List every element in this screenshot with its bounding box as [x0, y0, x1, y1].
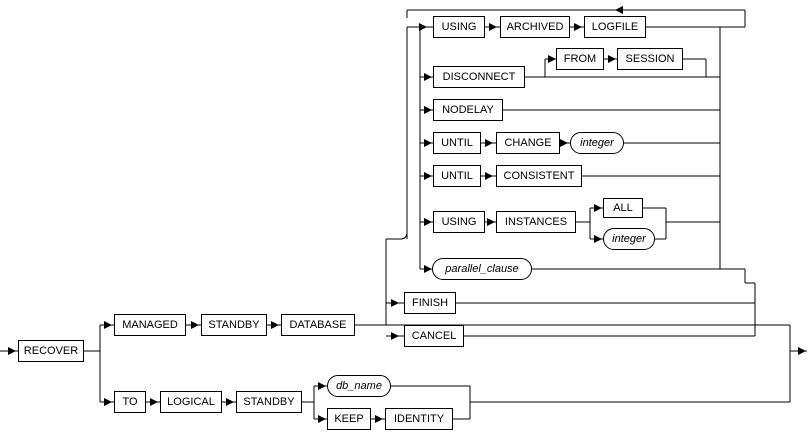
node-to — [114, 391, 146, 413]
node-label: db_name — [336, 379, 382, 392]
node-disconnect — [433, 66, 525, 88]
node-label: STANDBY — [243, 395, 295, 408]
node-label: NODELAY — [442, 103, 494, 116]
node-integer-instances — [603, 228, 655, 250]
node-label: RECOVER — [23, 344, 79, 357]
node-parallel-clause — [432, 258, 532, 280]
node-until-consistent — [433, 165, 481, 187]
node-label: UNTIL — [441, 169, 473, 182]
node-label: DATABASE — [289, 318, 347, 331]
node-label: ARCHIVED — [506, 20, 564, 33]
node-label: integer — [580, 136, 614, 149]
node-label: CANCEL — [411, 329, 457, 342]
node-label: USING — [441, 20, 477, 33]
node-database — [281, 314, 355, 336]
node-label: KEEP — [334, 412, 364, 425]
node-label: SESSION — [625, 52, 675, 65]
node-nodelay — [433, 99, 503, 121]
node-label: UNTIL — [441, 136, 473, 149]
node-managed — [114, 314, 186, 336]
node-label: ALL — [613, 201, 633, 214]
node-label: TO — [122, 395, 138, 408]
node-label: INSTANCES — [504, 215, 568, 228]
node-label: FROM — [563, 52, 597, 65]
node-recover — [18, 340, 84, 362]
node-label: DISCONNECT — [442, 70, 516, 83]
node-label: FINISH — [411, 296, 449, 309]
node-label: CHANGE — [504, 136, 552, 149]
node-label: MANAGED — [122, 318, 178, 331]
node-label: CONSISTENT — [503, 169, 575, 182]
node-using-instances — [433, 211, 485, 233]
node-standby-logical — [236, 391, 302, 413]
node-identity — [385, 408, 453, 430]
node-from — [556, 48, 604, 70]
node-integer-change — [570, 132, 624, 154]
node-logfile — [584, 16, 646, 38]
node-logical — [160, 391, 222, 413]
node-label: STANDBY — [208, 318, 260, 331]
node-using-archived — [433, 16, 485, 38]
node-label: LOGICAL — [167, 395, 215, 408]
node-label: parallel_clause — [445, 262, 519, 275]
node-instances — [496, 211, 576, 233]
node-change — [496, 132, 560, 154]
node-until-change — [433, 132, 481, 154]
node-all — [603, 198, 643, 218]
node-keep — [327, 408, 371, 430]
node-archived — [500, 16, 570, 38]
node-finish — [404, 292, 456, 314]
node-session — [617, 48, 683, 70]
node-label: LOGFILE — [591, 20, 639, 33]
node-label: USING — [441, 215, 477, 228]
node-consistent — [496, 165, 582, 187]
node-db-name — [327, 375, 391, 397]
node-label: integer — [612, 232, 646, 245]
node-label: IDENTITY — [393, 412, 445, 425]
node-standby-managed — [201, 314, 267, 336]
node-cancel — [404, 325, 464, 347]
